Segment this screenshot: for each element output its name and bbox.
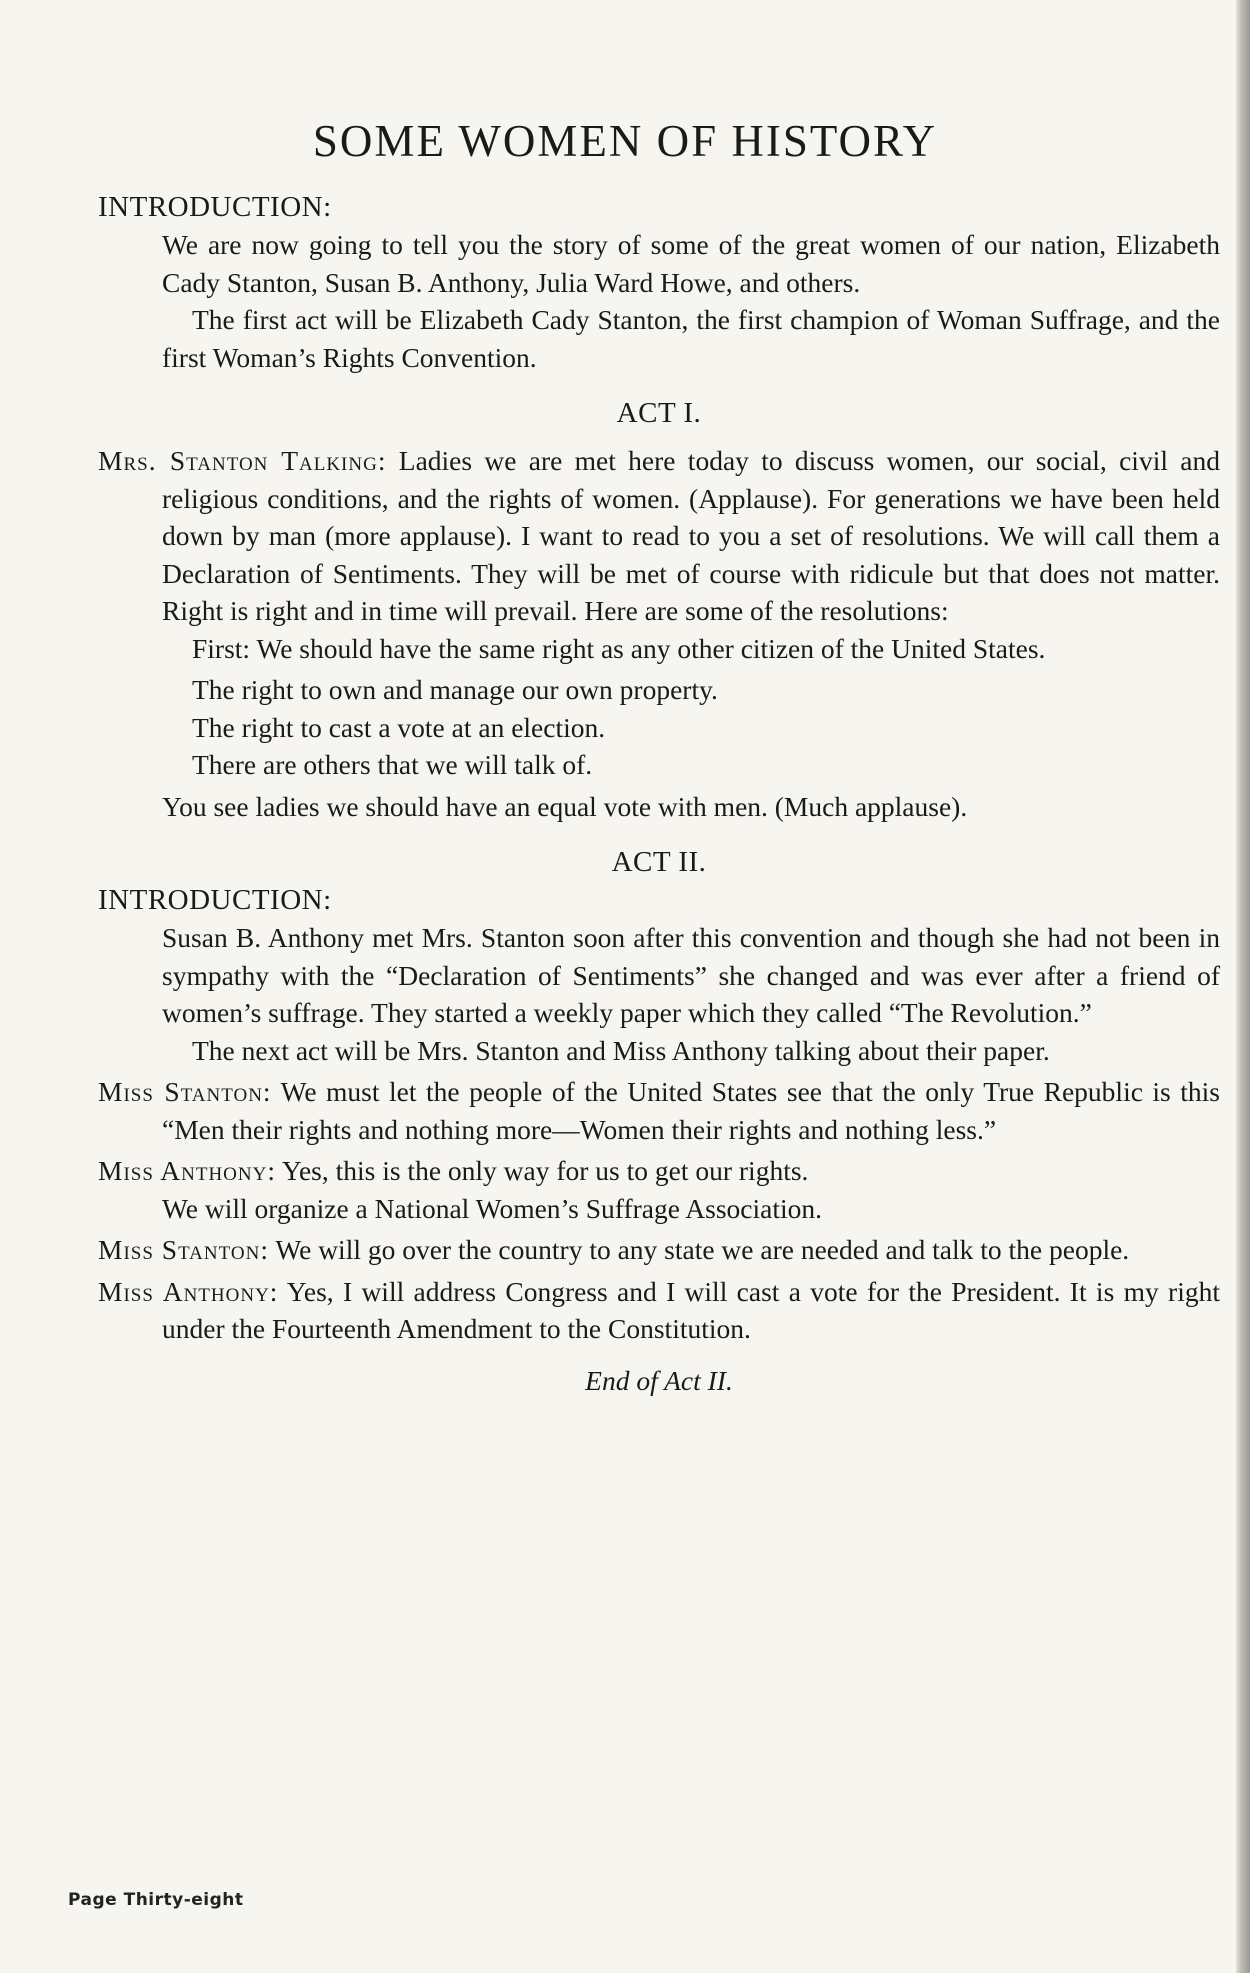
intro-paragraph: The first act will be Elizabeth Cady Stanton, the first champion of Woman Suffrage, and the first Woman’s Rights Convention.: [162, 304, 1220, 373]
speaker-name: Miss Anthony:: [98, 1275, 279, 1307]
dialogue-text: We must let the people of the United States see that the only True Republic is this “Men their rights and nothing more—Women their rights and nothing less.”: [162, 1076, 1220, 1145]
act-1-heading: ACT I.: [616, 397, 702, 429]
speech-stanton: [98, 442, 1220, 630]
intro-paragraph: The next act will be Mrs. Stanton and Miss Anthony talking about their paper.: [192, 1034, 1050, 1066]
page-title: SOME WOMEN OF HISTORY: [312, 116, 938, 166]
intro-label: INTRODUCTION:: [98, 884, 332, 916]
dialogue-continuation: We will organize a National Women’s Suffrage Association.: [162, 1192, 823, 1224]
resolution-item: There are others that we will talk of.: [192, 749, 593, 780]
intro-paragraph: We are now going to tell you the story of some of the great women of our nation, Elizabeth Cady Stanton, Susan B. Anthony, Julia Ward Howe, and others.: [162, 229, 1220, 298]
dialogue-text: We will go over the country to any state we are needed and talk to the people.: [275, 1234, 1130, 1265]
speaker-name: Miss Stanton:: [98, 1234, 269, 1265]
intro-paragraph: Susan B. Anthony met Mrs. Stanton soon after this convention and though she had not been in sympathy with the “Declaration of Sentiments” she changed and was ever after a friend of women’s suffrage. They started a weekly paper which they called “The Revolution.”: [162, 922, 1220, 1028]
page-number: Page Thirty-eight: [68, 1890, 244, 1910]
end-of-act: End of Act II.: [585, 1364, 733, 1396]
resolution-first: First: We should have the same right as any other citizen of the United States.: [192, 632, 1046, 664]
speaker-name: Mrs. Stanton Talking:: [98, 445, 387, 476]
dialogue-line: [98, 1073, 1220, 1148]
speech-text: Ladies we are met here today to discuss women, our social, civil and religious conditions, and the rights of women. (Applause). For generations we have been held down by man (more applause). I want to read to you a set of resolutions. We will call them a Declaration of Sentiments. They will be met of course with ridicule but that does not matter. Right is right and in time will prevail. Here are some of the resolutions:: [162, 445, 1220, 626]
intro-block: [162, 226, 1220, 376]
resolution-item: The right to cast a vote at an election.: [192, 711, 606, 743]
dialogue-line: [98, 1273, 1220, 1348]
document-body: [98, 188, 1220, 1399]
page-edge-shadow: [1236, 0, 1250, 1973]
act-2-heading: ACT II.: [611, 846, 707, 878]
speaker-name: Miss Anthony:: [98, 1155, 276, 1186]
dialogue-line: [98, 1231, 1220, 1269]
dialogue-text: Yes, this is the only way for us to get our rights.: [281, 1155, 809, 1186]
intro-label: INTRODUCTION:: [98, 191, 332, 223]
dialogue-text: Yes, I will address Congress and I will cast a vote for the President. It is my right under the Fourteenth Amendment to the Constitution.: [162, 1275, 1220, 1344]
dialogue-line: [98, 1152, 1220, 1190]
closing-line: You see ladies we should have an equal vote with men. (Much applause).: [162, 790, 968, 822]
act-2-intro-block: [162, 919, 1220, 1069]
speaker-name: Miss Stanton:: [98, 1076, 272, 1107]
resolution-item: The right to own and manage our own property.: [192, 674, 718, 705]
